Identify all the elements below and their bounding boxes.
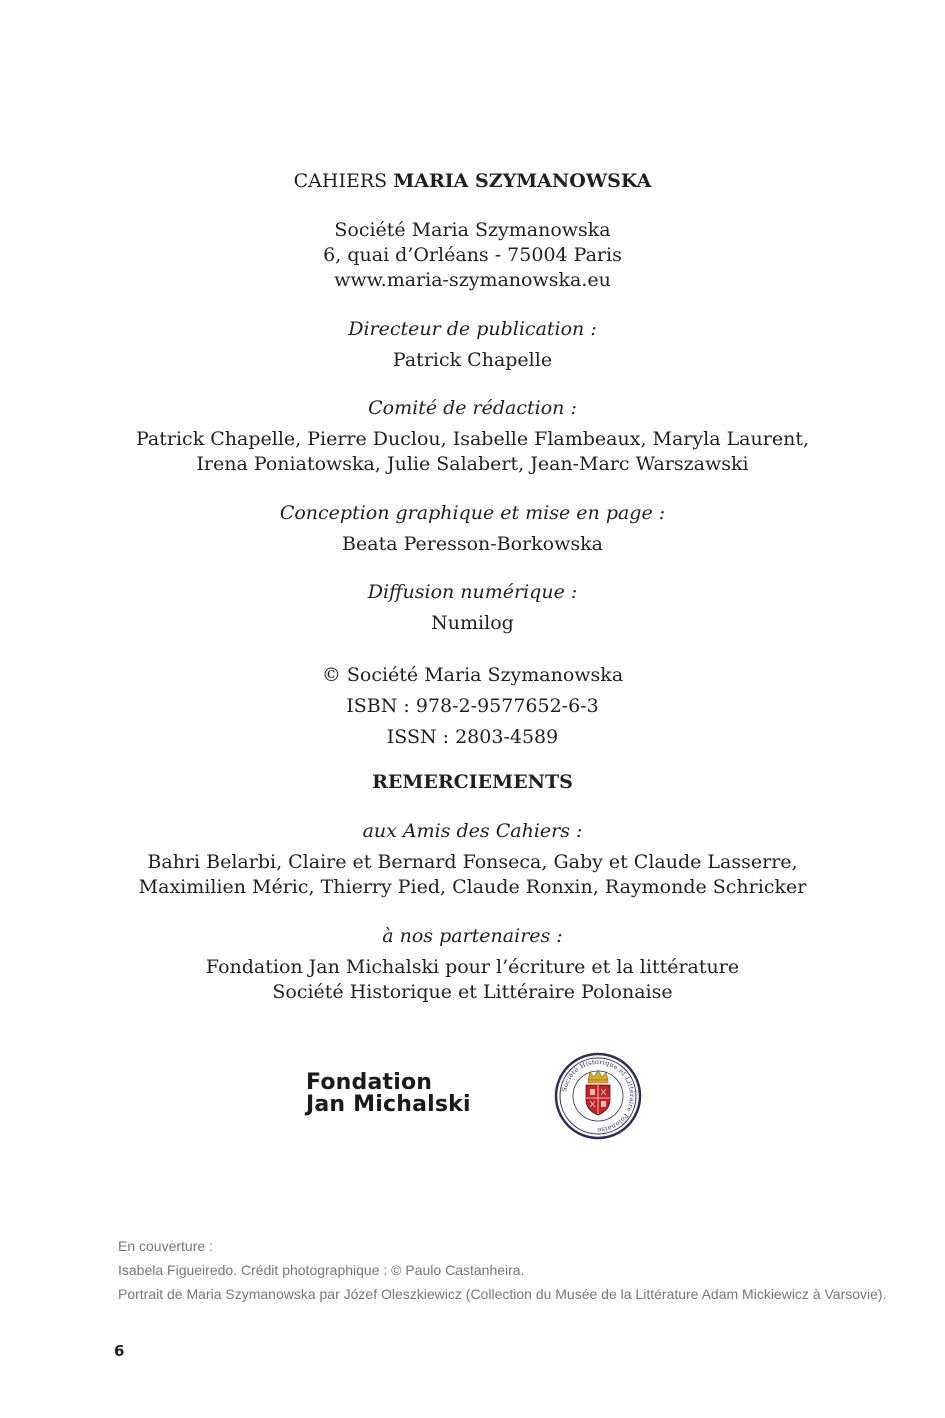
credit-distribution bbox=[0, 580, 945, 636]
thanks-friends bbox=[0, 819, 945, 900]
isbn-line: ISBN : 978-2-9577652-6-3 bbox=[346, 695, 599, 717]
friends-label: aux Amis des Cahiers : bbox=[362, 820, 583, 842]
friends-line: Bahri Belarbi, Claire et Bernard Fonseca, Gaby et Claude Lasserre, bbox=[147, 851, 798, 873]
friends-line: Maximilien Méric, Thierry Pied, Claude Ronxin, Raymonde Schricker bbox=[138, 876, 807, 898]
credit-label: Diffusion numérique : bbox=[367, 581, 578, 603]
publisher-street: 6, quai d’Orléans - 75004 Paris bbox=[323, 244, 622, 266]
shlp-seal-logo bbox=[554, 1052, 642, 1140]
credit-label: Comité de rédaction : bbox=[368, 397, 577, 419]
thanks-partners bbox=[0, 924, 945, 1005]
journal-title-name: MARIA SZYMANOWSKA bbox=[393, 170, 652, 192]
fondation-jan-michalski-logo bbox=[306, 1072, 471, 1116]
credit-design bbox=[0, 501, 945, 557]
issn-line: ISSN : 2803-4589 bbox=[386, 726, 559, 748]
journal-title bbox=[0, 169, 945, 194]
publisher-address bbox=[0, 218, 945, 293]
credit-director bbox=[0, 317, 945, 373]
credit-value: Irena Poniatowska, Julie Salabert, Jean-Marc Warszawski bbox=[196, 453, 749, 475]
partners-label: à nos partenaires : bbox=[382, 925, 563, 947]
credit-label: Directeur de publication : bbox=[348, 318, 597, 340]
credit-value: Beata Peresson-Borkowska bbox=[342, 533, 603, 555]
partners-line: Fondation Jan Michalski pour l’écriture et la littérature bbox=[205, 956, 740, 978]
journal-title-prefix: CAHIERS bbox=[293, 170, 388, 192]
credit-committee bbox=[0, 396, 945, 477]
credit-value: Numilog bbox=[431, 612, 514, 634]
cover-credits bbox=[118, 1234, 887, 1306]
cover-credit-line: En couverture : bbox=[118, 1238, 213, 1254]
partners-line: Société Historique et Littéraire Polonaise bbox=[272, 981, 673, 1003]
copyright-line: © Société Maria Szymanowska bbox=[321, 664, 624, 686]
cover-credit-line: Isabela Figueiredo. Crédit photographique : © Paulo Castanheira. bbox=[118, 1262, 525, 1278]
credit-label: Conception graphique et mise en page : bbox=[279, 502, 666, 524]
publisher-name: Société Maria Szymanowska bbox=[334, 219, 611, 241]
rights-block bbox=[0, 660, 945, 753]
logo-line: Fondation bbox=[306, 1070, 433, 1095]
logo-line: Jan Michalski bbox=[306, 1092, 471, 1117]
cover-credit-line: Portrait de Maria Szymanowska par Józef Oleszkiewicz (Collection du Musée de la Littérature Adam Mickiewicz à Varsovie). bbox=[118, 1286, 887, 1302]
credit-value: Patrick Chapelle bbox=[392, 349, 553, 371]
publisher-website[interactable]: www.maria-szymanowska.eu bbox=[334, 269, 611, 291]
thanks-heading: REMERCIEMENTS bbox=[372, 771, 573, 793]
svg-text:Société Historique et Littérai: Société Historique et Littéraire Polonaise bbox=[560, 1057, 637, 1135]
credit-value: Patrick Chapelle, Pierre Duclou, Isabelle Flambeaux, Maryla Laurent, bbox=[136, 428, 809, 450]
page-number: 6 bbox=[114, 1342, 125, 1360]
